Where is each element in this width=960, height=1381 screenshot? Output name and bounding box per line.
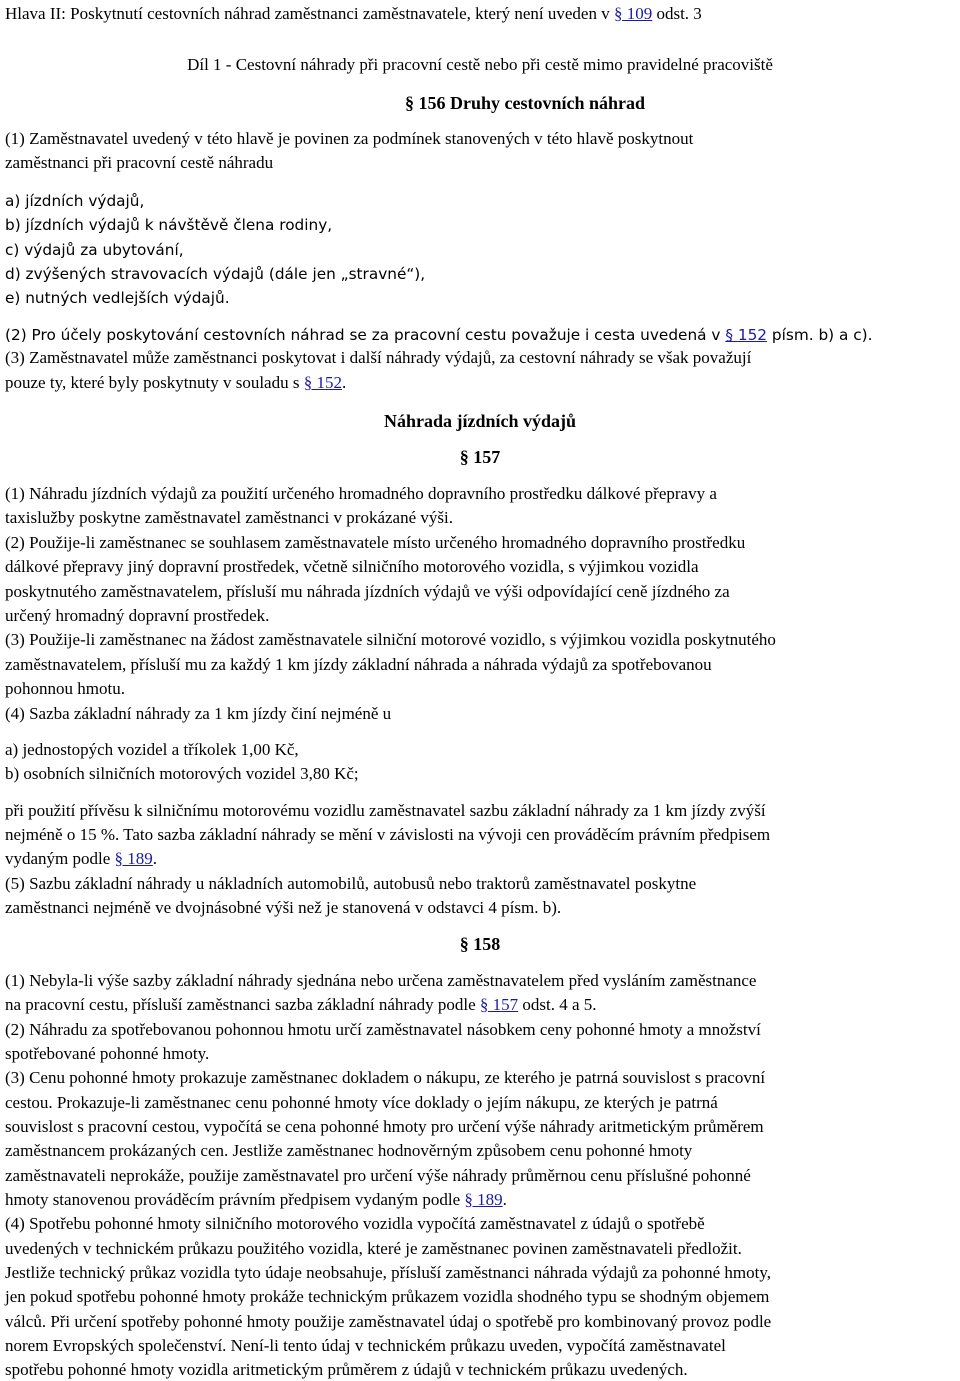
s158-p3-line3: souvislost s pracovní cestou, vypočítá se cena pohonné hmoty pro určení výše náhrady aritmetickým průměrem [5,1117,764,1136]
list-item: d) zvýšených stravovacích výdajů (dále jen „stravné“), [5,265,426,283]
list-item: b) osobních silničních motorových vozidel 3,80 Kč; [5,764,359,783]
s156-p2-suffix: písm. b) a c). [767,326,873,344]
s157-p5-line2: zaměstnanci nejméně ve dvojnásobné výši než je stanovená v odstavci 4 písm. b). [5,898,562,917]
link-section-152[interactable]: § 152 [303,373,342,392]
s156-p1-line2: zaměstnanci při pracovní cestě náhradu [5,153,274,172]
s157-p4b-suffix: . [152,849,158,868]
s156-p1-line1: (1) Zaměstnavatel uvedený v této hlavě je povinen za podmínek stanovených v této hlavě poskytnout [5,129,694,148]
s158-p3-line5: zaměstnavateli neprokáže, použije zaměstnavatel pro určení výše náhrady průměrnou cenu příslušné pohonné [5,1166,751,1185]
s157-p2-line1: (2) Použije-li zaměstnanec se souhlasem zaměstnavatele místo určeného hromadného dopravního prostředku [5,533,746,552]
s158-p2-line1: (2) Náhradu za spotřebovanou pohonnou hmotu určí zaměstnavatel násobkem ceny pohonné hmoty a množství [5,1020,761,1039]
s158-p4-line2: uvedených v technickém průkazu použitého vozidla, které je zaměstnanec povinen zaměstnavateli předložit. [5,1239,742,1258]
hlava-title-text: Hlava II: Poskytnutí cestovních náhrad zaměstnanci zaměstnavatele, který není uveden v [5,4,614,23]
s157-p4: (4) Sazba základní náhrady za 1 km jízdy činí nejméně u [5,704,392,723]
s157-p2-line2: dálkové přepravy jiný dopravní prostředek, včetně silničního motorového vozidla, s výjimkou vozidla [5,557,699,576]
s157-p2-line4: určený hromadný dopravní prostředek. [5,606,270,625]
s157-p3-line1: (3) Použije-li zaměstnanec na žádost zaměstnavatele silniční motorové vozidlo, s výjimkou vozidla poskytnutého [5,630,776,649]
s158-p4-line5: válců. Při určení spotřeby pohonné hmoty použije zaměstnavatel údaj o spotřebě pro kombinovaný provoz podle [5,1312,772,1331]
s157-p1-line1: (1) Náhradu jízdních výdajů za použití určeného hromadného dopravního prostředku dálkové přepravy a [5,484,717,503]
s158-p4-line6: norem Evropských společenství. Není-li tento údaj v technickém průkazu uveden, vypočítá zaměstnavatel [5,1336,726,1355]
link-section-189[interactable]: § 189 [114,849,153,868]
s158-p3-text: hmoty stanovenou prováděcím právním předpisem vydaným podle [5,1190,465,1209]
s156-p3-suffix: . [341,373,347,392]
s158-p3-line2: cestou. Prokazuje-li zaměstnanec cenu pohonné hmoty více doklady o jejím nákupu, ze kterých je patrná [5,1093,718,1112]
s157-p4b-line1: při použití přívěsu k silničnímu motorovému vozidlu zaměstnavatel sazbu základní náhrady za 1 km jízdy zvýší [5,801,766,820]
s156-p2-text: (2) Pro účely poskytování cestovních náhrad se za pracovní cestu považuje i cesta uvedená v [5,326,726,344]
hlava-title [5,4,702,24]
s157-p4b-line2: nejméně o 15 %. Tato sazba základní náhrady se mění v závislosti na vývoji cen prováděcím právním předpisem [5,825,771,844]
link-section-189[interactable]: § 189 [464,1190,503,1209]
s157-p2-line3: poskytnutého zaměstnavatelem, přísluší mu náhrada jízdních výdajů ve výši odpovídající ceně jízdného za [5,582,730,601]
list-item: a) jízdních výdajů, [5,192,145,210]
dil-title: Díl 1 - Cestovní náhrady při pracovní cestě nebo při cestě mimo pravidelné pracoviště [187,55,773,74]
link-section-109[interactable]: § 109 [613,4,653,23]
s158-p4-line1: (4) Spotřebu pohonné hmoty silničního motorového vozidla vypočítá zaměstnavatel z údajů o spotřebě [5,1214,705,1233]
s158-p4-line3: Jestliže technický průkaz vozidla tyto údaje neobsahuje, přísluší zaměstnanci náhrada výdajů za pohonné hmoty, [5,1263,772,1282]
list-item: c) výdajů za ubytování, [5,241,184,259]
s157-p3-line3: pohonnou hmotu. [5,679,125,698]
s158-p1-text: na pracovní cestu, přísluší zaměstnanci sazba základní náhrady podle [5,995,480,1014]
s157-p4b-line3 [5,849,157,869]
s157-p1-line2: taxislužby poskytne zaměstnavatel zaměstnanci v prokázané výši. [5,508,453,527]
s156-p3-line1: (3) Zaměstnavatel může zaměstnanci poskytovat i další náhrady výdajů, za cestovní náhrady se však považují [5,348,752,367]
s158-p4-line7: spotřebu pohonné hmoty vozidla aritmetickým průměrem z údajů v technickém průkazu uvedených. [5,1360,688,1379]
s158-p1-line2 [5,995,597,1015]
list-item: a) jednostopých vozidel a tříkolek 1,00 Kč, [5,740,299,759]
s157-p5-line1: (5) Sazbu základní náhrady u nákladních automobilů, autobusů nebo traktorů zaměstnavatel poskytne [5,874,697,893]
s158-p3-suffix: . [502,1190,507,1209]
s158-p3-line6 [5,1190,507,1210]
s158-p1-line1: (1) Nebyla-li výše sazby základní náhrady sjednána nebo určena zaměstnavatelem před vysláním zaměstnance [5,971,757,990]
s158-p4-line4: jen pokud spotřebu pohonné hmoty prokáže technickým průkazem vozidla shodného typu se shodným objemem [5,1287,770,1306]
jizdni-title: Náhrada jízdních výdajů [383,411,577,431]
s157-p3-line2: zaměstnavatelem, přísluší mu za každý 1 km jízdy základní náhrada a náhrada výdajů za spotřebovanou [5,655,712,674]
list-item: e) nutných vedlejších výdajů. [5,289,230,307]
section-156-heading: § 156 Druhy cestovních náhrad [404,93,646,113]
link-section-157[interactable]: § 157 [479,995,519,1014]
s156-p2 [5,325,872,345]
section-157-heading: § 157 [459,447,501,467]
s156-p3-text: pouze ty, které byly poskytnuty v souladu s [5,373,304,392]
s158-p3-line4: zaměstnancem prokázaných cen. Jestliže zaměstnanec hodnověrným způsobem cenu pohonné hmoty [5,1141,693,1160]
s157-p4b-text: vydaným podle [5,849,115,868]
s158-p2-line2: spotřebované pohonné hmoty. [5,1044,210,1063]
s158-p1-suffix: odst. 4 a 5. [518,995,597,1014]
s158-p3-line1: (3) Cenu pohonné hmoty prokazuje zaměstnanec dokladem o nákupu, ze kterého je patrná souvislost s pracovní [5,1068,766,1087]
s156-p3-line2 [5,373,346,393]
link-section-152[interactable]: § 152 [725,326,768,344]
section-158-heading: § 158 [459,934,501,954]
list-item: b) jízdních výdajů k návštěvě člena rodiny, [5,216,333,234]
hlava-title-suffix: odst. 3 [652,4,702,23]
